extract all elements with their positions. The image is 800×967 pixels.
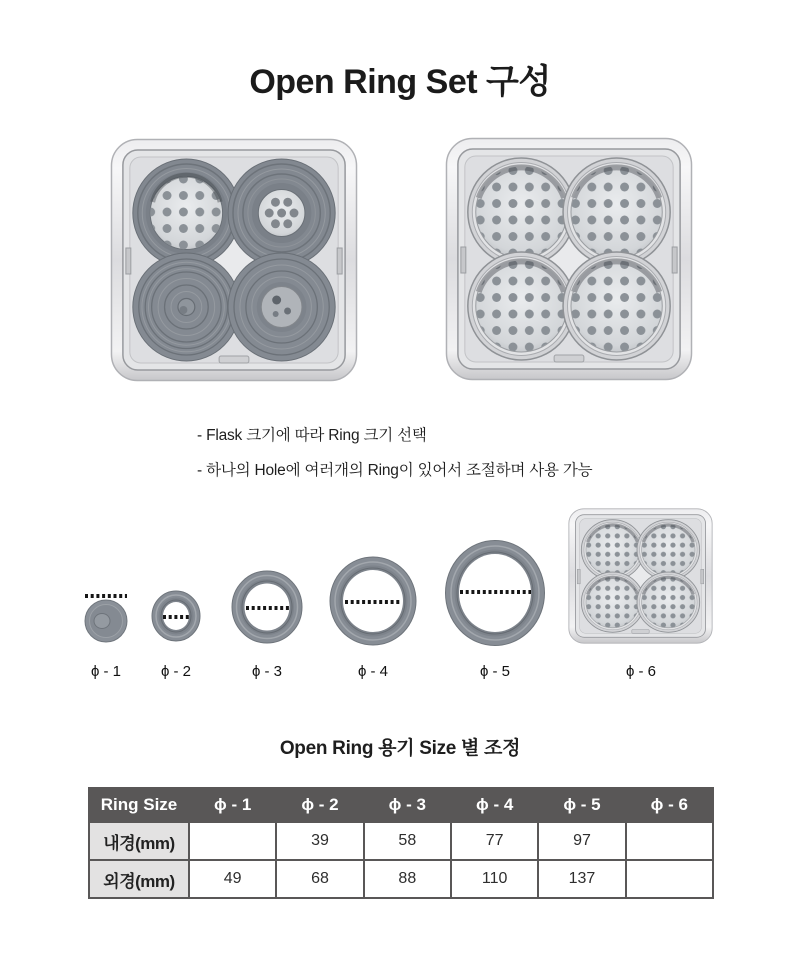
table-header-phi-3: ϕ - 3 <box>364 788 451 822</box>
page-title: Open Ring Set 구성 <box>249 63 551 101</box>
table-row-inner-diameter <box>89 822 713 860</box>
ring-label-6: ϕ - 6 <box>625 663 657 680</box>
table-row-outer-diameter <box>89 860 713 898</box>
cell-outer-phi-6 <box>626 860 713 898</box>
hole-top-left <box>133 159 240 267</box>
ring-label-2: ϕ - 2 <box>160 663 192 680</box>
tray-open-graphic <box>445 137 693 381</box>
tray-open-image <box>445 137 693 381</box>
ring-phi-3-image <box>232 571 302 643</box>
table-header-phi-6: ϕ - 6 <box>626 788 713 822</box>
ring-phi-5-image <box>446 541 545 646</box>
cell-inner-phi-2: 39 <box>276 822 363 860</box>
ring-size-table <box>88 787 714 899</box>
ring-phi-4-image <box>330 557 416 645</box>
cell-inner-phi-5: 97 <box>538 822 625 860</box>
table-header-ring-size: Ring Size <box>89 788 189 822</box>
cell-outer-phi-5: 137 <box>538 860 625 898</box>
hole-top-right <box>228 159 335 267</box>
cell-inner-phi-6 <box>626 822 713 860</box>
cell-outer-phi-2: 68 <box>276 860 363 898</box>
hole-bottom-right <box>228 253 335 361</box>
row-label-inner-diameter: 내경(mm) <box>89 822 189 860</box>
cell-inner-phi-1 <box>189 822 276 860</box>
ring-phi-1-image <box>85 596 127 642</box>
cell-outer-phi-4: 110 <box>451 860 538 898</box>
feature-note-1: - Flask 크기에 따라 Ring 크기 선택 <box>197 427 427 444</box>
table-header-row <box>89 788 713 822</box>
tray-small-graphic <box>568 508 713 644</box>
ring-label-3: ϕ - 3 <box>251 663 283 680</box>
cell-inner-phi-3: 58 <box>364 822 451 860</box>
hole-bottom-left <box>133 253 240 361</box>
table-title: Open Ring 용기 Size 별 조정 <box>279 738 521 759</box>
tray-with-rings-image <box>110 138 358 382</box>
cell-inner-phi-4: 77 <box>451 822 538 860</box>
table-header-phi-4: ϕ - 4 <box>451 788 538 822</box>
table-header-phi-2: ϕ - 2 <box>276 788 363 822</box>
tray-small-image <box>568 508 713 644</box>
ring-phi-2-image <box>152 591 200 641</box>
tray-with-rings-graphic <box>110 138 358 382</box>
cell-outer-phi-3: 88 <box>364 860 451 898</box>
table-header-phi-1: ϕ - 1 <box>189 788 276 822</box>
feature-note-2: - 하나의 Hole에 여러개의 Ring이 있어서 조절하며 사용 가능 <box>197 462 593 479</box>
cell-outer-phi-1: 49 <box>189 860 276 898</box>
ring-label-1: ϕ - 1 <box>90 663 122 680</box>
table-header-phi-5: ϕ - 5 <box>538 788 625 822</box>
ring-label-5: ϕ - 5 <box>479 663 511 680</box>
feature-notes <box>197 423 592 493</box>
row-label-outer-diameter: 외경(mm) <box>89 860 189 898</box>
ring-label-4: ϕ - 4 <box>357 663 389 680</box>
